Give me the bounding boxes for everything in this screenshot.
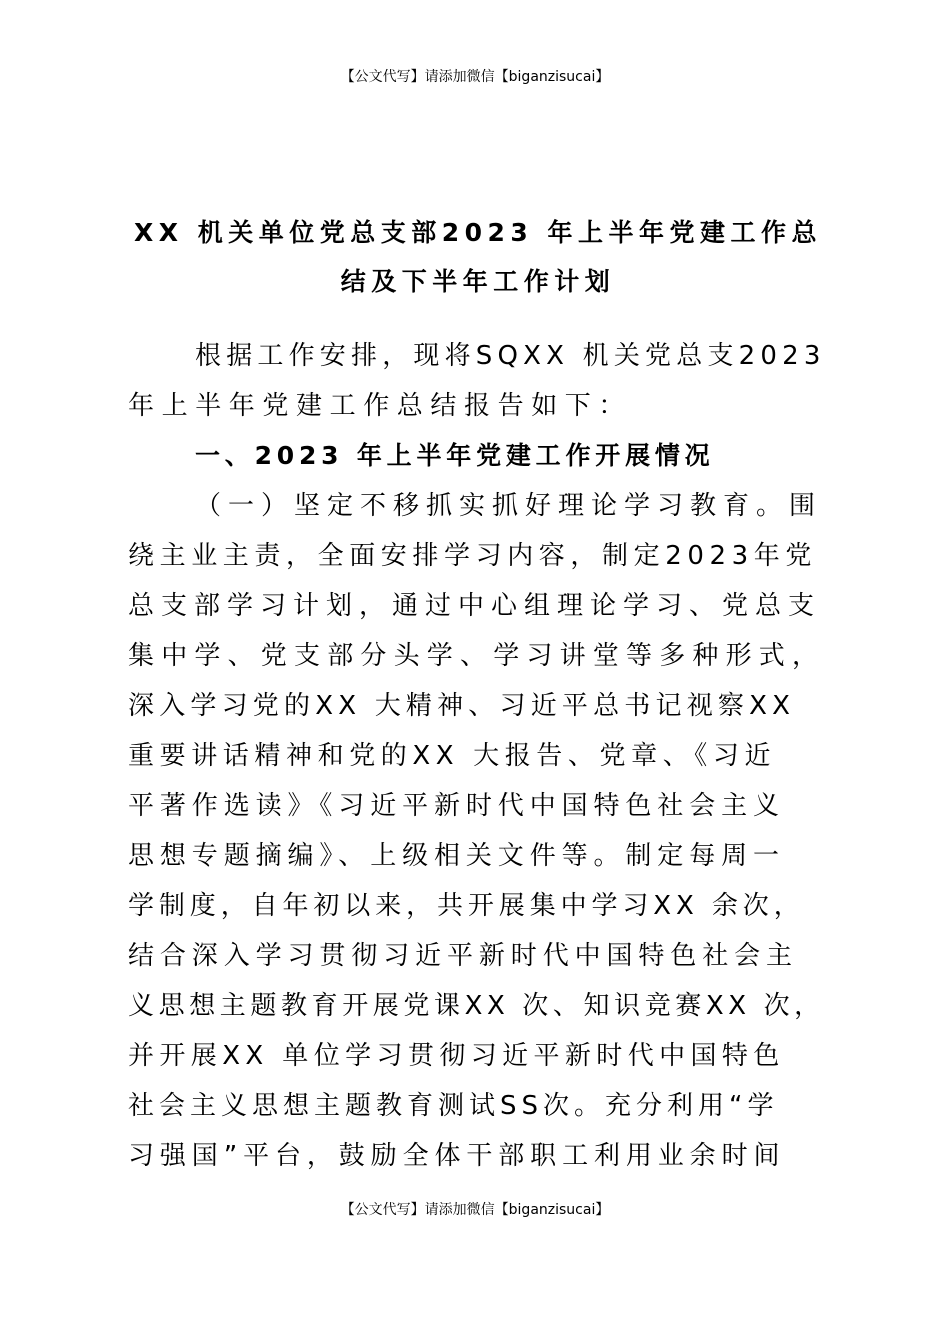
document-title-line-1: XX 机关单位党总支部2023 年上半年党建工作总 xyxy=(133,218,823,247)
body-line: 绕主业主责，全面安排学习内容，制定2023年党 xyxy=(128,541,817,571)
page-footer: 【公文代写】请添加微信【biganzisucai】 xyxy=(340,1202,610,1218)
body-line: 学制度，自年初以来，共开展集中学习XX 余次， xyxy=(128,891,805,921)
body-line: 并开展XX 单位学习贯彻习近平新时代中国特色 xyxy=(128,1041,785,1071)
document-title-line-2: 结及下半年工作计划 xyxy=(340,267,616,296)
body-line: 重要讲话精神和党的XX 大报告、党章、《习近 xyxy=(128,741,777,771)
intro-line-2: 年上半年党建工作总结报告如下： xyxy=(128,391,633,421)
body-line: 总支部学习计划，通过中心组理论学习、党总支 xyxy=(128,591,822,621)
body-line: 义思想主题教育开展党课XX 次、知识竞赛XX 次， xyxy=(128,991,825,1021)
body-line: 社会主义思想主题教育测试SS次。充分利用“学 xyxy=(128,1091,779,1121)
body-line: 结合深入学习贯彻习近平新时代中国特色社会主 xyxy=(128,941,798,971)
body-line: 习强国”平台，鼓励全体干部职工利用业余时间 xyxy=(128,1141,786,1171)
body-line: 深入学习党的XX 大精神、习近平总书记视察XX xyxy=(128,691,796,721)
body-line: 平著作选读》《习近平新时代中国特色社会主义 xyxy=(128,791,785,821)
body-line: 思想专题摘编》、上级相关文件等。制定每周一 xyxy=(128,841,785,871)
section-heading-1: 一、2023 年上半年党建工作开展情况 xyxy=(195,441,715,470)
body-line: （一）坚定不移抓实抓好理论学习教育。围 xyxy=(195,491,823,521)
body-line: 集中学、党支部分头学、学习讲堂等多种形式， xyxy=(128,641,826,671)
page-header: 【公文代写】请添加微信【biganzisucai】 xyxy=(340,69,610,85)
intro-line-1: 根据工作安排，现将SQXX 机关党总支2023 xyxy=(195,341,826,371)
